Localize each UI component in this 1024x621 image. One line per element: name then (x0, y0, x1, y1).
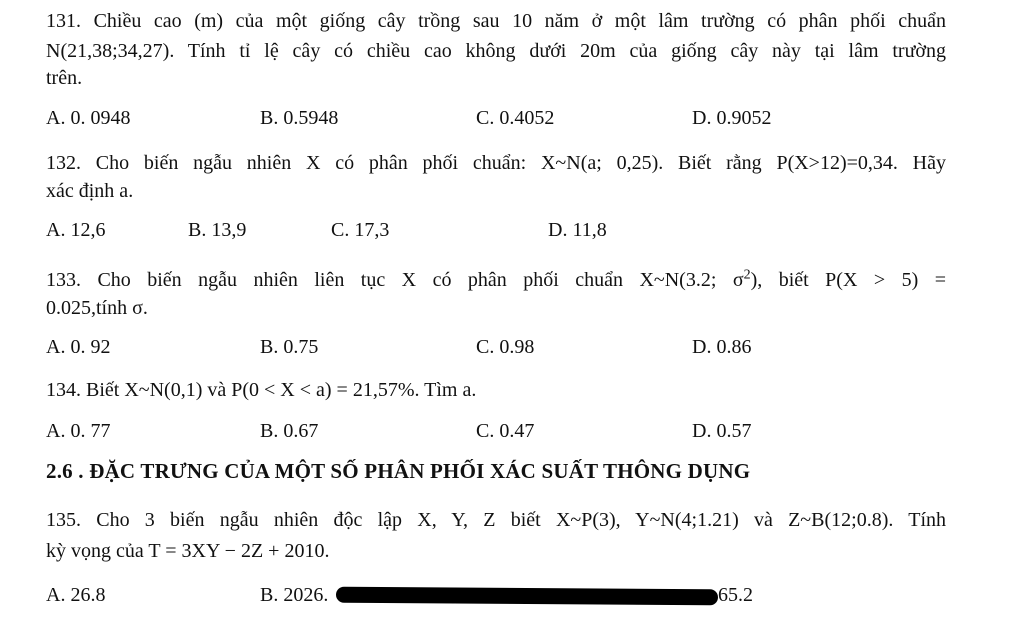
question-133-line-2: 0.025,tính σ. (46, 297, 148, 319)
question-133-line-1-text: 133. Cho biến ngẫu nhiên liên tục X có phân phối chuẩn X~N(3.2; σ (46, 269, 744, 291)
option-b: B. 13,9 (188, 219, 247, 241)
option-c: C. 0.47 (476, 420, 535, 442)
question-135-line-2: kỳ vọng của T = 3XY − 2Z + 2010. (46, 540, 330, 562)
question-131-options (0, 106, 1024, 132)
option-d: D. 0.57 (692, 420, 752, 442)
option-c: C. 17,3 (331, 219, 390, 241)
question-131-line-2: N(21,38;34,27). Tính tỉ lệ cây có chiều cao không dưới 20m của giống cây này tại lâm trường (46, 40, 946, 62)
redaction-mark (336, 587, 718, 606)
question-132-options (0, 218, 1024, 244)
section-heading: 2.6 . ĐẶC TRƯNG CỦA MỘT SỐ PHÂN PHỐI XÁC SUẤT THÔNG DỤNG (46, 459, 751, 483)
option-b: B. 0.5948 (260, 107, 339, 129)
question-135-line-1: 135. Cho 3 biến ngẫu nhiên độc lập X, Y, Z biết X~P(3), Y~N(4;1.21) và Z~B(12;0.8). Tính (46, 509, 946, 531)
option-b: B. 0.67 (260, 420, 319, 442)
question-132-line-1: 132. Cho biến ngẫu nhiên X có phân phối chuẩn: X~N(a; 0,25). Biết rằng P(X>12)=0,34. Hãy (46, 152, 946, 174)
option-a: A. 26.8 (46, 584, 106, 606)
question-131-line-3: trên. (46, 67, 83, 89)
question-134-line-1: 134. Biết X~N(0,1) và P(0 < X < a) = 21,57%. Tìm a. (46, 379, 477, 401)
option-d: D. 11,8 (548, 219, 607, 241)
option-a: A. 0. 92 (46, 336, 111, 358)
option-b: B. 2026. (260, 584, 329, 606)
option-a: A. 0. 77 (46, 420, 111, 442)
option-a: A. 0. 0948 (46, 107, 131, 129)
question-133-line-1-tail: ), biết P(X > 5) = (750, 269, 946, 291)
option-c: C. 0.4052 (476, 107, 555, 129)
question-133-line-1 (46, 268, 946, 292)
option-d-partial: 65.2 (718, 584, 753, 606)
question-132-line-2: xác định a. (46, 180, 134, 202)
question-134-options (0, 419, 1024, 445)
option-d: D. 0.9052 (692, 107, 772, 129)
option-c: C. 0.98 (476, 336, 535, 358)
question-133-options (0, 335, 1024, 361)
option-a: A. 12,6 (46, 219, 106, 241)
option-b: B. 0.75 (260, 336, 319, 358)
option-d: D. 0.86 (692, 336, 752, 358)
superscript: 2 (743, 267, 751, 283)
question-131-line-1: 131. Chiều cao (m) của một giống cây trồng sau 10 năm ở một lâm trường có phân phối chuẩn (46, 10, 946, 32)
